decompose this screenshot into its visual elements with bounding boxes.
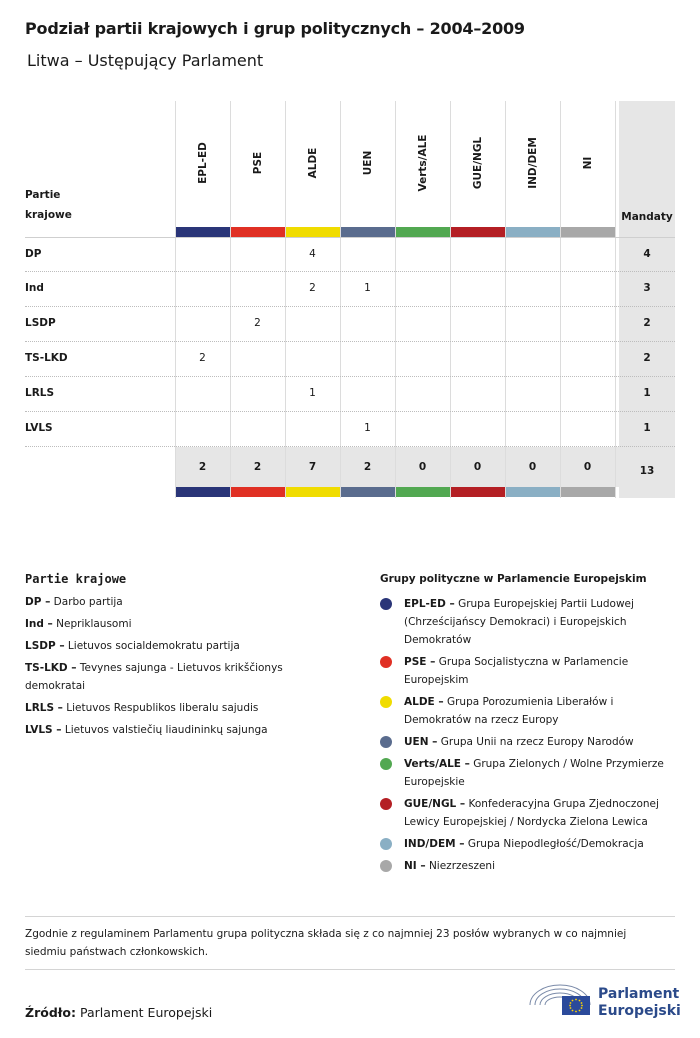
group-color-dot-icon xyxy=(380,696,392,708)
party-legend-abbr: LRLS – xyxy=(25,702,63,714)
group-column-header xyxy=(450,101,505,226)
group-color-bar-top xyxy=(341,227,395,237)
group-color-bar-bottom xyxy=(396,487,450,497)
group-color-bar-bottom xyxy=(341,487,395,497)
group-total-cell: 7 xyxy=(308,461,317,473)
party-total-cell: 1 xyxy=(643,387,651,399)
table-row xyxy=(25,342,675,377)
divider-bottom xyxy=(25,969,675,970)
group-total-cell: 0 xyxy=(583,461,592,473)
table-row xyxy=(25,377,675,412)
seat-count-cell: 1 xyxy=(309,387,316,399)
party-abbr-cell: LRLS xyxy=(25,387,55,399)
party-total-cell: 1 xyxy=(643,422,651,434)
group-legend-item xyxy=(380,653,675,689)
group-color-bar-top xyxy=(231,227,285,237)
table-row xyxy=(25,272,675,307)
party-legend-item xyxy=(25,637,325,655)
source-line xyxy=(25,1005,212,1020)
table-row xyxy=(25,237,675,272)
group-color-dot-icon xyxy=(380,598,392,610)
group-column-header xyxy=(175,101,230,226)
group-legend-name: Grupa Europejskiej Partii Ludowej (Chrześcijańscy Demokraci) i Europejskich Demokratów xyxy=(404,598,634,646)
parties-legend xyxy=(25,572,325,743)
group-column-header xyxy=(505,101,560,226)
group-color-dot-icon xyxy=(380,758,392,770)
group-column-label: NI xyxy=(581,156,594,170)
seat-count-cell: 1 xyxy=(364,282,371,294)
group-legend-abbr: UEN – xyxy=(404,736,438,748)
page-title: Podział partii krajowych i grup politycznych – 2004–2009 xyxy=(25,19,525,38)
party-legend-name: Nepriklausomi xyxy=(56,618,132,630)
party-legend-item xyxy=(25,615,325,633)
party-abbr-cell: LVLS xyxy=(25,422,53,434)
page-subtitle: Litwa – Ustępujący Parlament xyxy=(27,51,264,70)
group-legend-name: Niezrzeszeni xyxy=(428,860,495,872)
group-legend-item xyxy=(380,755,675,791)
group-color-dot-icon xyxy=(380,736,392,748)
group-legend-item xyxy=(380,857,675,875)
party-legend-item xyxy=(25,699,325,717)
group-legend-item xyxy=(380,693,675,729)
seat-count-cell: 1 xyxy=(364,422,371,434)
group-legend-abbr: ALDE – xyxy=(404,696,444,708)
source-label: Źródło: xyxy=(25,1005,76,1020)
groups-legend xyxy=(380,573,675,879)
party-legend-item xyxy=(25,721,325,739)
group-color-bar-bottom xyxy=(561,487,615,497)
group-color-dot-icon xyxy=(380,798,392,810)
group-legend-name: Grupa Niepodległość/Demokracja xyxy=(467,838,644,850)
group-column-header xyxy=(285,101,340,226)
group-total-cell: 2 xyxy=(253,461,262,473)
footnote: Zgodnie z regulaminem Parlamentu grupa polityczna składa się z co najmniej 23 posłów wybranych w co najmniej siedmiu państwach członkowskich. xyxy=(25,928,627,958)
group-color-bar-top xyxy=(396,227,450,237)
group-legend-name: Grupa Unii na rzecz Europy Narodów xyxy=(440,736,634,748)
party-legend-name: Lietuvos Respublikos liberalu sajudis xyxy=(66,702,259,714)
group-column-label: EPL-ED xyxy=(196,142,209,184)
table-row xyxy=(25,307,675,342)
group-color-bar-bottom xyxy=(176,487,230,497)
group-column-header xyxy=(395,101,450,226)
group-legend-abbr: PSE – xyxy=(404,656,436,668)
group-column-label: ALDE xyxy=(306,147,319,179)
row-header-line2: krajowe xyxy=(25,209,72,221)
divider-top xyxy=(25,916,675,917)
group-column-label: PSE xyxy=(251,151,264,175)
group-legend-abbr: Verts/ALE – xyxy=(404,758,470,770)
row-header-label xyxy=(25,185,72,225)
group-total-cell: 0 xyxy=(418,461,427,473)
party-total-cell: 3 xyxy=(643,282,651,294)
party-legend-name: Darbo partija xyxy=(53,596,123,608)
group-color-bar-top xyxy=(506,227,560,237)
party-total-cell: 4 xyxy=(643,248,651,260)
group-legend-name: Grupa Socjalistyczna w Parlamencie Europejskim xyxy=(404,656,629,686)
party-legend-name: Lietuvos valstiečių liaudininkų sajunga xyxy=(64,724,268,736)
seat-count-cell: 2 xyxy=(254,317,261,329)
hemicycle-icon xyxy=(528,979,594,1019)
group-color-dot-icon xyxy=(380,838,392,850)
party-abbr-cell: Ind xyxy=(25,282,44,294)
group-column-header xyxy=(340,101,395,226)
group-legend-abbr: IND/DEM – xyxy=(404,838,465,850)
group-column-label: Verts/ALE xyxy=(416,134,429,192)
group-legend-item xyxy=(380,795,675,831)
group-legend-abbr: NI – xyxy=(404,860,426,872)
distribution-table xyxy=(25,101,675,498)
party-legend-item xyxy=(25,659,325,695)
groups-legend-heading: Grupy polityczne w Parlamencie Europejskim xyxy=(380,573,647,585)
group-color-bar-top xyxy=(451,227,505,237)
party-legend-abbr: LVLS – xyxy=(25,724,62,736)
group-legend-name: Konfederacyjna Grupa Zjednoczonej Lewicy Europejskiej / Nordycka Zielona Lewica xyxy=(404,798,659,828)
group-legend-name: Grupa Zielonych / Wolne Przymierze Europejskie xyxy=(404,758,664,788)
group-color-dot-icon xyxy=(380,860,392,872)
parties-legend-heading: Partie krajowe xyxy=(25,572,127,586)
source-value: Parlament Europejski xyxy=(79,1005,213,1020)
seat-count-cell: 2 xyxy=(309,282,316,294)
party-legend-name: Tevynes sajunga - Lietuvos krikščionys demokratai xyxy=(25,662,283,692)
group-legend-item xyxy=(380,733,675,751)
group-column-label: IND/DEM xyxy=(526,137,539,189)
party-legend-abbr: Ind – xyxy=(25,618,53,630)
group-legend-name: Grupa Porozumienia Liberałów i Demokratów na rzecz Europy xyxy=(404,696,614,726)
logo-line1: Parlament xyxy=(598,986,680,1002)
party-legend-abbr: TS-LKD – xyxy=(25,662,77,674)
group-legend-item xyxy=(380,835,675,853)
group-color-bar-top xyxy=(176,227,230,237)
group-column-label: GUE/NGL xyxy=(471,136,484,190)
party-total-cell: 2 xyxy=(643,352,651,364)
group-color-dot-icon xyxy=(380,656,392,668)
group-legend-item xyxy=(380,595,675,649)
party-abbr-cell: LSDP xyxy=(25,317,56,329)
ep-logo xyxy=(528,979,681,1021)
seat-count-cell: 2 xyxy=(199,352,206,364)
group-total-cell: 0 xyxy=(528,461,537,473)
party-legend-abbr: LSDP – xyxy=(25,640,65,652)
seat-count-cell: 4 xyxy=(309,248,316,260)
party-abbr-cell: DP xyxy=(25,248,42,260)
party-abbr-cell: TS-LKD xyxy=(25,352,68,364)
group-total-cell: 0 xyxy=(473,461,482,473)
party-legend-name: Lietuvos socialdemokratu partija xyxy=(67,640,240,652)
total-header-label: Mandaty xyxy=(621,211,673,223)
table-row xyxy=(25,412,675,447)
group-column-label: UEN xyxy=(361,150,374,176)
group-total-cell: 2 xyxy=(363,461,372,473)
group-column-header xyxy=(560,101,615,226)
party-legend-item xyxy=(25,593,325,611)
group-total-cell: 2 xyxy=(198,461,207,473)
group-color-bar-bottom xyxy=(506,487,560,497)
group-color-bar-bottom xyxy=(231,487,285,497)
group-color-bar-bottom xyxy=(286,487,340,497)
group-legend-abbr: EPL-ED – xyxy=(404,598,455,610)
grand-total: 13 xyxy=(639,465,655,477)
row-header-line1: Partie xyxy=(25,189,61,201)
group-color-bar-bottom xyxy=(451,487,505,497)
group-legend-abbr: GUE/NGL – xyxy=(404,798,466,810)
group-color-bar-top xyxy=(561,227,615,237)
logo-line2: Europejski xyxy=(598,1003,681,1019)
party-total-cell: 2 xyxy=(643,317,651,329)
group-column-header xyxy=(230,101,285,226)
group-color-bar-top xyxy=(286,227,340,237)
party-legend-abbr: DP – xyxy=(25,596,51,608)
